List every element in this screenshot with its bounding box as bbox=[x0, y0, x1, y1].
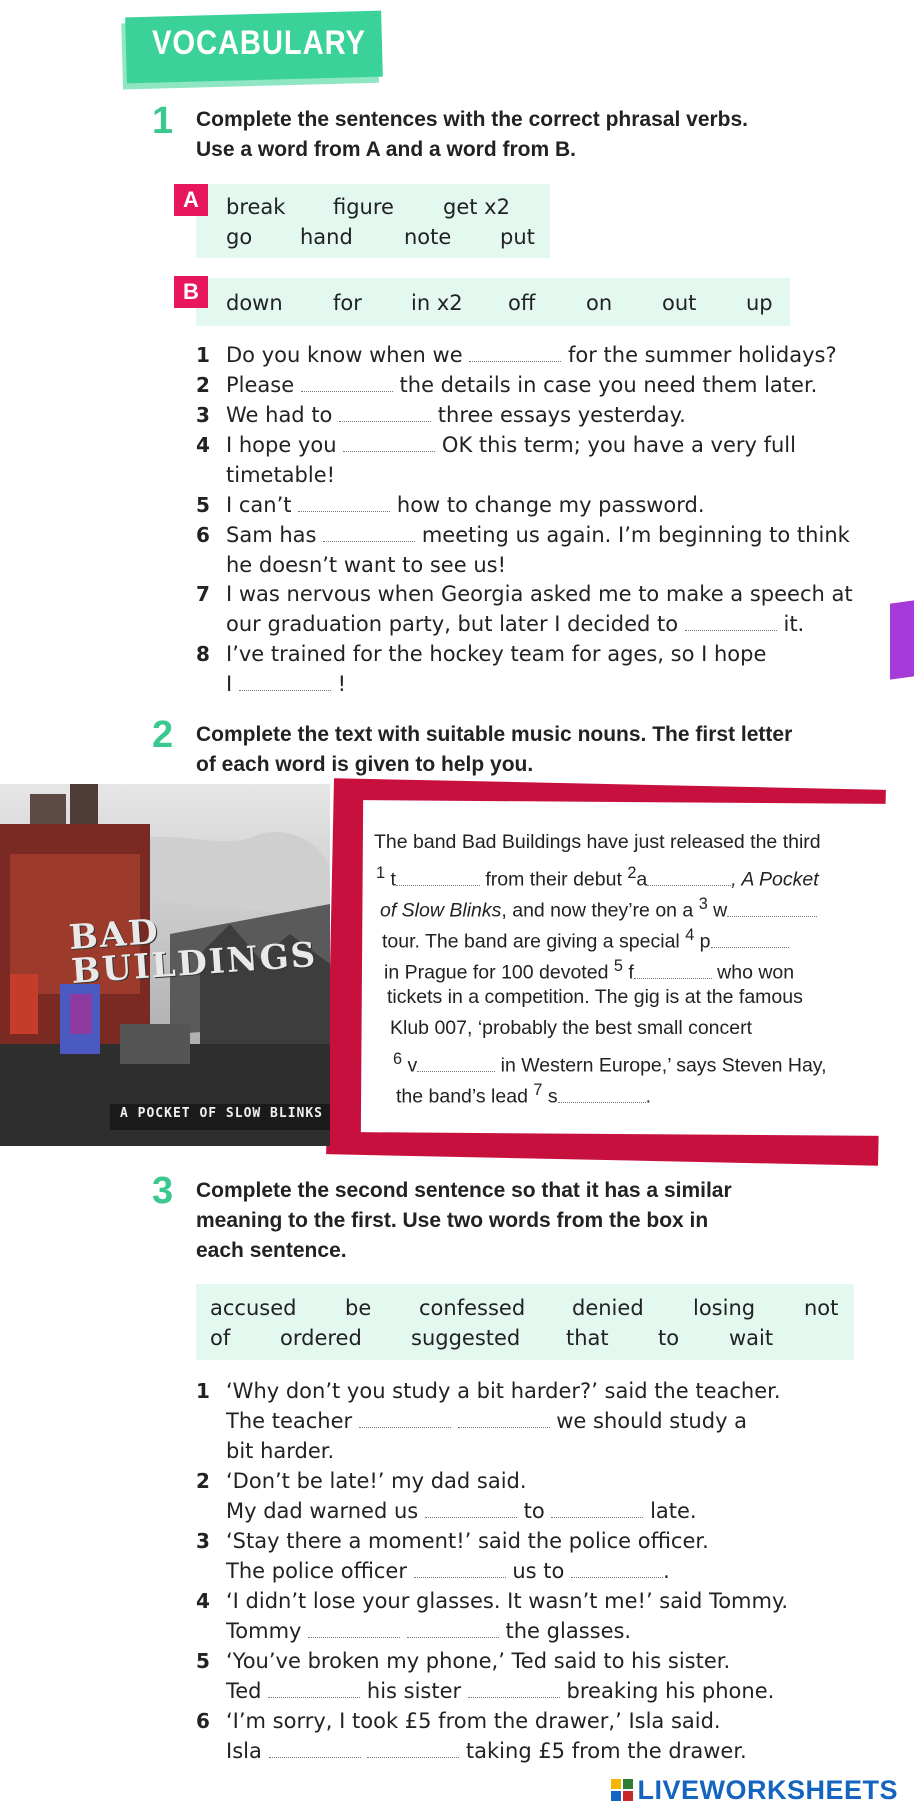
ex3-item-4 bbox=[226, 1616, 631, 1646]
item-number: 4 bbox=[196, 1589, 210, 1613]
item-text: we should study a bbox=[556, 1409, 748, 1433]
answer-blank[interactable] bbox=[298, 493, 390, 512]
ex3-item-6 bbox=[226, 1736, 747, 1766]
initial-letter: v bbox=[407, 1054, 418, 1077]
item-prompt: ‘I’m sorry, I took £5 from the drawer,’ Isla said. bbox=[226, 1709, 721, 1733]
item-text: the details in case you need them later. bbox=[399, 373, 818, 397]
item-prompt: ‘Why don’t you study a bit harder?’ said the teacher. bbox=[226, 1379, 781, 1403]
panel-text: from their debut bbox=[485, 868, 622, 891]
panel-line: tickets in a competition. The gig is at the famous bbox=[387, 986, 803, 1008]
ex1-item-7 bbox=[226, 609, 804, 639]
box-b-word: off bbox=[508, 291, 536, 315]
item-text: three essays yesterday. bbox=[437, 403, 686, 427]
item-text: Do you know when we bbox=[226, 343, 463, 367]
superscript: 4 bbox=[685, 926, 695, 944]
superscript: 6 bbox=[393, 1050, 403, 1068]
item-text: his sister bbox=[366, 1679, 462, 1703]
item-text: Tommy bbox=[226, 1619, 302, 1643]
box-a-badge: A bbox=[174, 184, 208, 216]
item-number: 1 bbox=[196, 343, 210, 367]
answer-blank[interactable] bbox=[269, 1739, 361, 1758]
item-text: I can’t bbox=[226, 493, 292, 517]
box-b-word: out bbox=[662, 291, 697, 315]
item-text: OK this term; you have a very full bbox=[441, 433, 796, 457]
answer-blank[interactable] bbox=[367, 1739, 459, 1758]
item-text: timetable! bbox=[226, 463, 336, 487]
album-cover-image bbox=[0, 784, 330, 1146]
initial-letter: s bbox=[547, 1085, 558, 1108]
item-text: Sam has bbox=[226, 523, 317, 547]
item-prompt: ‘I didn’t lose your glasses. It wasn’t me!’ said Tommy. bbox=[226, 1589, 789, 1613]
liveworksheets-logo[interactable] bbox=[611, 1775, 898, 1806]
superscript: 3 bbox=[698, 895, 708, 913]
ex1-item-8 bbox=[226, 669, 346, 699]
box-3-word: that bbox=[566, 1326, 609, 1350]
panel-text: in Prague for 100 devoted bbox=[384, 961, 609, 984]
exercise-1-number: 1 bbox=[152, 100, 174, 142]
panel-text: , and now they’re on a bbox=[501, 899, 694, 922]
answer-blank[interactable] bbox=[425, 1499, 517, 1518]
answer-blank[interactable] bbox=[558, 1084, 646, 1103]
item-text: for the summer holidays? bbox=[567, 343, 837, 367]
answer-blank[interactable] bbox=[417, 1053, 495, 1072]
item-text: ! bbox=[337, 672, 346, 696]
ex3-item-5 bbox=[226, 1676, 774, 1706]
item-text: he doesn’t want to see us! bbox=[226, 553, 506, 577]
box-b-badge: B bbox=[174, 276, 208, 308]
exercise-1-instruction-line2: Use a word from A and a word from B. bbox=[196, 138, 576, 161]
answer-blank[interactable] bbox=[711, 929, 789, 948]
box-3-word: suggested bbox=[411, 1326, 521, 1350]
side-tab bbox=[890, 600, 914, 679]
box-a-word: hand bbox=[300, 225, 353, 249]
ex1-item-3 bbox=[226, 400, 686, 430]
ex1-item-4 bbox=[226, 430, 796, 460]
box-a-word: note bbox=[404, 225, 452, 249]
answer-blank[interactable] bbox=[239, 672, 331, 691]
item-number: 7 bbox=[196, 582, 210, 606]
album-caption: A POCKET OF SLOW BLINKS bbox=[120, 1106, 324, 1121]
item-number: 3 bbox=[196, 403, 210, 427]
box-b-word: down bbox=[226, 291, 283, 315]
vocabulary-title: VOCABULARY bbox=[152, 24, 366, 62]
liveworksheets-text: LIVEWORKSHEETS bbox=[637, 1775, 898, 1805]
initial-letter: a bbox=[636, 868, 648, 891]
box-3-word: wait bbox=[729, 1326, 774, 1350]
box-a-word: figure bbox=[333, 195, 394, 219]
item-number: 2 bbox=[196, 373, 210, 397]
panel-line bbox=[396, 1075, 651, 1113]
answer-blank[interactable] bbox=[359, 1409, 451, 1428]
answer-blank[interactable] bbox=[685, 612, 777, 631]
item-text: I hope you bbox=[226, 433, 337, 457]
box-3-word: confessed bbox=[419, 1296, 526, 1320]
item-text: Ted bbox=[226, 1679, 262, 1703]
item-text: I bbox=[226, 672, 233, 696]
item-prompt: ‘Stay there a moment!’ said the police officer. bbox=[226, 1529, 709, 1553]
initial-letter: p bbox=[699, 930, 711, 953]
item-number: 4 bbox=[196, 433, 210, 457]
answer-blank[interactable] bbox=[396, 867, 480, 886]
box-b-word: in x2 bbox=[411, 291, 463, 315]
superscript: 7 bbox=[533, 1081, 543, 1099]
answer-blank[interactable] bbox=[323, 523, 415, 542]
item-text: Isla bbox=[226, 1739, 262, 1763]
answer-blank[interactable] bbox=[551, 1499, 643, 1518]
superscript: 5 bbox=[613, 957, 623, 975]
answer-blank[interactable] bbox=[308, 1619, 400, 1638]
panel-line: The band Bad Buildings have just released the third bbox=[374, 831, 821, 853]
item-text: how to change my password. bbox=[396, 493, 705, 517]
panel-text: in Western Europe,’ says Steven Hay, bbox=[500, 1054, 827, 1077]
liveworksheets-icon bbox=[611, 1777, 633, 1799]
initial-letter: w bbox=[713, 899, 728, 922]
answer-blank[interactable] bbox=[343, 433, 435, 452]
album-name: of Slow Blinks bbox=[380, 899, 502, 922]
exercise-3-number: 3 bbox=[152, 1170, 174, 1212]
answer-blank[interactable] bbox=[647, 867, 731, 886]
panel-text: who won bbox=[717, 961, 795, 984]
answer-blank[interactable] bbox=[458, 1409, 550, 1428]
item-text: to bbox=[523, 1499, 545, 1523]
panel-text: the band’s lead bbox=[396, 1085, 528, 1108]
item-number: 1 bbox=[196, 1379, 210, 1403]
answer-blank[interactable] bbox=[468, 1679, 560, 1698]
panel-text: tour. The band are giving a special bbox=[382, 930, 680, 953]
answer-blank[interactable] bbox=[634, 960, 712, 979]
item-text: I’ve trained for the hockey team for ages, so I hope bbox=[226, 642, 767, 666]
item-text: our graduation party, but later I decided to bbox=[226, 612, 679, 636]
box-3-word: of bbox=[210, 1326, 231, 1350]
exercise-3-instruction-line1: Complete the second sentence so that it has a similar bbox=[196, 1179, 732, 1202]
album-title-art: BAD BUILDINGS bbox=[67, 911, 319, 992]
box-3-word: losing bbox=[693, 1296, 756, 1320]
exercise-2-instruction-line1: Complete the text with suitable music nouns. The first letter bbox=[196, 723, 793, 746]
exercise-1-instruction-line1: Complete the sentences with the correct phrasal verbs. bbox=[196, 108, 749, 131]
panel-text: . bbox=[645, 1085, 651, 1108]
initial-letter: f bbox=[628, 961, 634, 984]
box-3-word: be bbox=[345, 1296, 372, 1320]
item-number: 6 bbox=[196, 1709, 210, 1733]
answer-blank[interactable] bbox=[407, 1619, 499, 1638]
item-number: 3 bbox=[196, 1529, 210, 1553]
item-text: Please bbox=[226, 373, 295, 397]
item-text: The police officer bbox=[226, 1559, 407, 1583]
item-text: . bbox=[663, 1559, 670, 1583]
box-a-word: put bbox=[500, 225, 535, 249]
item-text: the glasses. bbox=[505, 1619, 632, 1643]
item-text: bit harder. bbox=[226, 1439, 335, 1463]
box-3-word: not bbox=[804, 1296, 839, 1320]
word-box-b bbox=[196, 278, 790, 326]
box-b-word: on bbox=[586, 291, 613, 315]
item-number: 6 bbox=[196, 523, 210, 547]
ex1-item-5 bbox=[226, 490, 705, 520]
item-text: We had to bbox=[226, 403, 333, 427]
ex1-item-2 bbox=[226, 370, 817, 400]
box-a-word: get x2 bbox=[443, 195, 510, 219]
exercise-2-instruction-line2: of each word is given to help you. bbox=[196, 753, 534, 776]
box-3-word: to bbox=[658, 1326, 680, 1350]
panel-text: , A Pocket bbox=[731, 868, 819, 891]
ex1-item-1 bbox=[226, 340, 837, 370]
box-b-word: for bbox=[333, 291, 362, 315]
box-3-word: accused bbox=[210, 1296, 297, 1320]
item-prompt: ‘You’ve broken my phone,’ Ted said to his sister. bbox=[226, 1649, 731, 1673]
panel-line: Klub 007, ‘probably the best small concert bbox=[390, 1017, 753, 1039]
answer-blank[interactable] bbox=[268, 1679, 360, 1698]
box-a-word: break bbox=[226, 195, 286, 219]
item-text: meeting us again. I’m beginning to think bbox=[421, 523, 850, 547]
item-number: 5 bbox=[196, 1649, 210, 1673]
ex3-item-3 bbox=[226, 1556, 670, 1586]
item-text: taking £5 from the drawer. bbox=[465, 1739, 747, 1763]
box-3-word: denied bbox=[572, 1296, 644, 1320]
box-b-word: up bbox=[746, 291, 773, 315]
exercise-3-instruction-line2: meaning to the first. Use two words from the box in bbox=[196, 1209, 709, 1232]
item-text: The teacher bbox=[226, 1409, 353, 1433]
answer-blank[interactable] bbox=[414, 1559, 506, 1578]
answer-blank[interactable] bbox=[339, 403, 431, 422]
item-text: breaking his phone. bbox=[566, 1679, 775, 1703]
box-a-word: go bbox=[226, 225, 253, 249]
item-prompt: ‘Don’t be late!’ my dad said. bbox=[226, 1469, 527, 1493]
item-text: My dad warned us bbox=[226, 1499, 419, 1523]
answer-blank[interactable] bbox=[727, 898, 817, 917]
item-text: us to bbox=[512, 1559, 565, 1583]
ex3-item-2 bbox=[226, 1496, 697, 1526]
item-text: it. bbox=[783, 612, 805, 636]
exercise-3-instruction-line3: each sentence. bbox=[196, 1239, 347, 1262]
ex3-item-1 bbox=[226, 1406, 747, 1436]
exercise-2-number: 2 bbox=[152, 714, 174, 756]
answer-blank[interactable] bbox=[469, 343, 561, 362]
answer-blank[interactable] bbox=[301, 373, 393, 392]
initial-letter: t bbox=[390, 868, 396, 891]
item-text: late. bbox=[650, 1499, 697, 1523]
item-text: I was nervous when Georgia asked me to make a speech at bbox=[226, 582, 853, 606]
answer-blank[interactable] bbox=[571, 1559, 663, 1578]
item-number: 8 bbox=[196, 642, 210, 666]
item-number: 5 bbox=[196, 493, 210, 517]
superscript: 1 bbox=[376, 864, 386, 882]
superscript: 2 bbox=[627, 864, 637, 882]
box-3-word: ordered bbox=[280, 1326, 362, 1350]
item-number: 2 bbox=[196, 1469, 210, 1493]
ex1-item-6 bbox=[226, 520, 850, 550]
